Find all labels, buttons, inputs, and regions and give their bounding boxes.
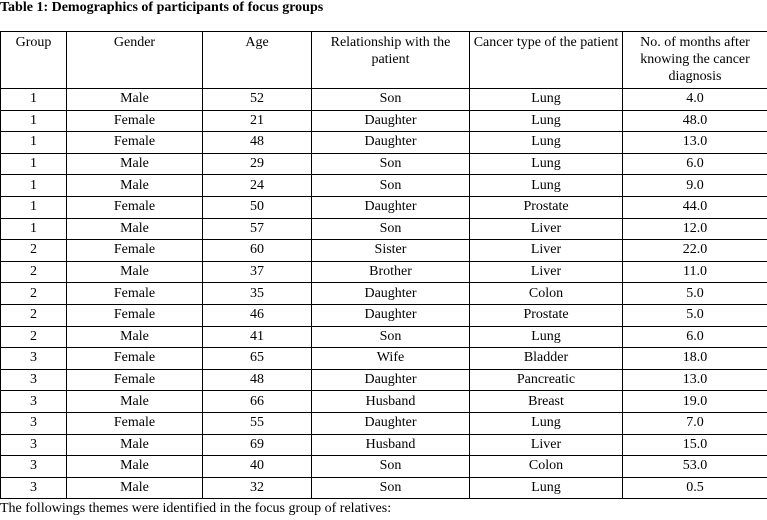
cell-gender: Male [67,391,203,413]
cell-months: 9.0 [623,175,767,197]
table-row [1,132,767,154]
cell-months: 13.0 [623,132,767,154]
cell-group: 3 [1,477,67,499]
cell-months: 15.0 [623,434,767,456]
cell-age: 29 [203,153,312,175]
cell-gender: Female [67,304,203,326]
cell-group: 2 [1,326,67,348]
table-row [1,110,767,132]
cell-months: 19.0 [623,391,767,413]
cell-relationship: Daughter [312,283,470,305]
cell-relationship: Son [312,175,470,197]
cell-gender: Female [67,412,203,434]
cell-gender: Male [67,175,203,197]
cell-cancer-type: Liver [470,240,623,262]
cell-gender: Male [67,434,203,456]
cell-cancer-type: Lung [470,175,623,197]
header-cancer-type: Cancer type of the patient [470,32,623,89]
cell-relationship: Son [312,89,470,111]
cell-age: 55 [203,412,312,434]
header-relationship: Relationship with the patient [312,32,470,89]
cell-cancer-type: Lung [470,110,623,132]
cell-gender: Male [67,218,203,240]
cell-group: 2 [1,304,67,326]
cell-relationship: Husband [312,434,470,456]
cell-group: 1 [1,110,67,132]
cell-months: 7.0 [623,412,767,434]
table-row [1,175,767,197]
table-row [1,348,767,370]
cell-age: 46 [203,304,312,326]
cell-months: 13.0 [623,369,767,391]
cell-cancer-type: Lung [470,132,623,154]
table-row [1,304,767,326]
cell-gender: Male [67,261,203,283]
cell-relationship: Son [312,477,470,499]
cell-group: 3 [1,348,67,370]
cell-age: 52 [203,89,312,111]
cell-gender: Male [67,153,203,175]
cell-months: 4.0 [623,89,767,111]
cell-age: 60 [203,240,312,262]
cell-relationship: Husband [312,391,470,413]
cell-age: 40 [203,456,312,478]
cell-group: 3 [1,456,67,478]
table-row [1,391,767,413]
table-header-row [1,32,767,89]
cell-months: 6.0 [623,326,767,348]
cell-months: 6.0 [623,153,767,175]
cell-gender: Male [67,326,203,348]
demographics-table [0,31,767,499]
cell-relationship: Son [312,456,470,478]
cell-relationship: Son [312,218,470,240]
cell-group: 2 [1,240,67,262]
cell-cancer-type: Bladder [470,348,623,370]
cell-group: 1 [1,153,67,175]
cell-cancer-type: Lung [470,326,623,348]
cell-cancer-type: Pancreatic [470,369,623,391]
cell-age: 65 [203,348,312,370]
cell-gender: Male [67,89,203,111]
cell-cancer-type: Lung [470,153,623,175]
cell-cancer-type: Liver [470,218,623,240]
cell-age: 41 [203,326,312,348]
cell-cancer-type: Colon [470,456,623,478]
cell-group: 3 [1,369,67,391]
table-row [1,326,767,348]
cell-relationship: Brother [312,261,470,283]
cell-cancer-type: Liver [470,261,623,283]
cell-group: 1 [1,218,67,240]
table-row [1,153,767,175]
table-row [1,456,767,478]
cell-age: 21 [203,110,312,132]
table-row [1,196,767,218]
cell-cancer-type: Prostate [470,196,623,218]
cell-months: 12.0 [623,218,767,240]
table-body [1,89,767,499]
cell-age: 66 [203,391,312,413]
cell-months: 5.0 [623,304,767,326]
table-row [1,283,767,305]
cell-age: 48 [203,369,312,391]
cell-age: 50 [203,196,312,218]
cell-group: 1 [1,132,67,154]
cell-cancer-type: Lung [470,477,623,499]
cell-relationship: Daughter [312,369,470,391]
cell-gender: Female [67,132,203,154]
cell-cancer-type: Prostate [470,304,623,326]
cell-months: 18.0 [623,348,767,370]
cell-age: 32 [203,477,312,499]
cell-relationship: Sister [312,240,470,262]
cell-months: 5.0 [623,283,767,305]
table-row [1,477,767,499]
cell-cancer-type: Lung [470,412,623,434]
cell-relationship: Daughter [312,132,470,154]
cell-group: 1 [1,196,67,218]
cell-age: 35 [203,283,312,305]
cell-months: 11.0 [623,261,767,283]
cell-relationship: Daughter [312,110,470,132]
cell-gender: Male [67,477,203,499]
cell-months: 53.0 [623,456,767,478]
cell-cancer-type: Lung [470,89,623,111]
cell-gender: Female [67,196,203,218]
table-row [1,412,767,434]
cell-group: 2 [1,283,67,305]
cell-group: 2 [1,261,67,283]
cell-age: 37 [203,261,312,283]
cell-group: 3 [1,434,67,456]
table-caption: Table 1: Demographics of participants of focus groups [0,0,324,15]
cell-months: 48.0 [623,110,767,132]
cell-group: 3 [1,412,67,434]
cell-age: 24 [203,175,312,197]
header-group: Group [1,32,67,89]
cell-months: 44.0 [623,196,767,218]
table-row [1,261,767,283]
cell-gender: Female [67,283,203,305]
cell-group: 3 [1,391,67,413]
header-age: Age [203,32,312,89]
table-row [1,434,767,456]
cell-relationship: Wife [312,348,470,370]
cell-months: 22.0 [623,240,767,262]
cell-age: 48 [203,132,312,154]
cell-gender: Male [67,456,203,478]
cell-gender: Female [67,369,203,391]
table-row [1,240,767,262]
table-row [1,89,767,111]
cell-months: 0.5 [623,477,767,499]
cell-cancer-type: Liver [470,434,623,456]
cell-gender: Female [67,240,203,262]
cell-relationship: Daughter [312,412,470,434]
cell-cancer-type: Colon [470,283,623,305]
cell-relationship: Son [312,326,470,348]
cell-relationship: Son [312,153,470,175]
cell-group: 1 [1,89,67,111]
header-months: No. of months after knowing the cancer diagnosis [623,32,767,89]
cell-age: 57 [203,218,312,240]
cell-gender: Female [67,348,203,370]
following-paragraph: The followings themes were identified in the focus group of relatives: [0,501,392,516]
cell-relationship: Daughter [312,196,470,218]
table-row [1,218,767,240]
table-row [1,369,767,391]
cell-age: 69 [203,434,312,456]
cell-relationship: Daughter [312,304,470,326]
cell-cancer-type: Breast [470,391,623,413]
cell-gender: Female [67,110,203,132]
header-gender: Gender [67,32,203,89]
cell-group: 1 [1,175,67,197]
